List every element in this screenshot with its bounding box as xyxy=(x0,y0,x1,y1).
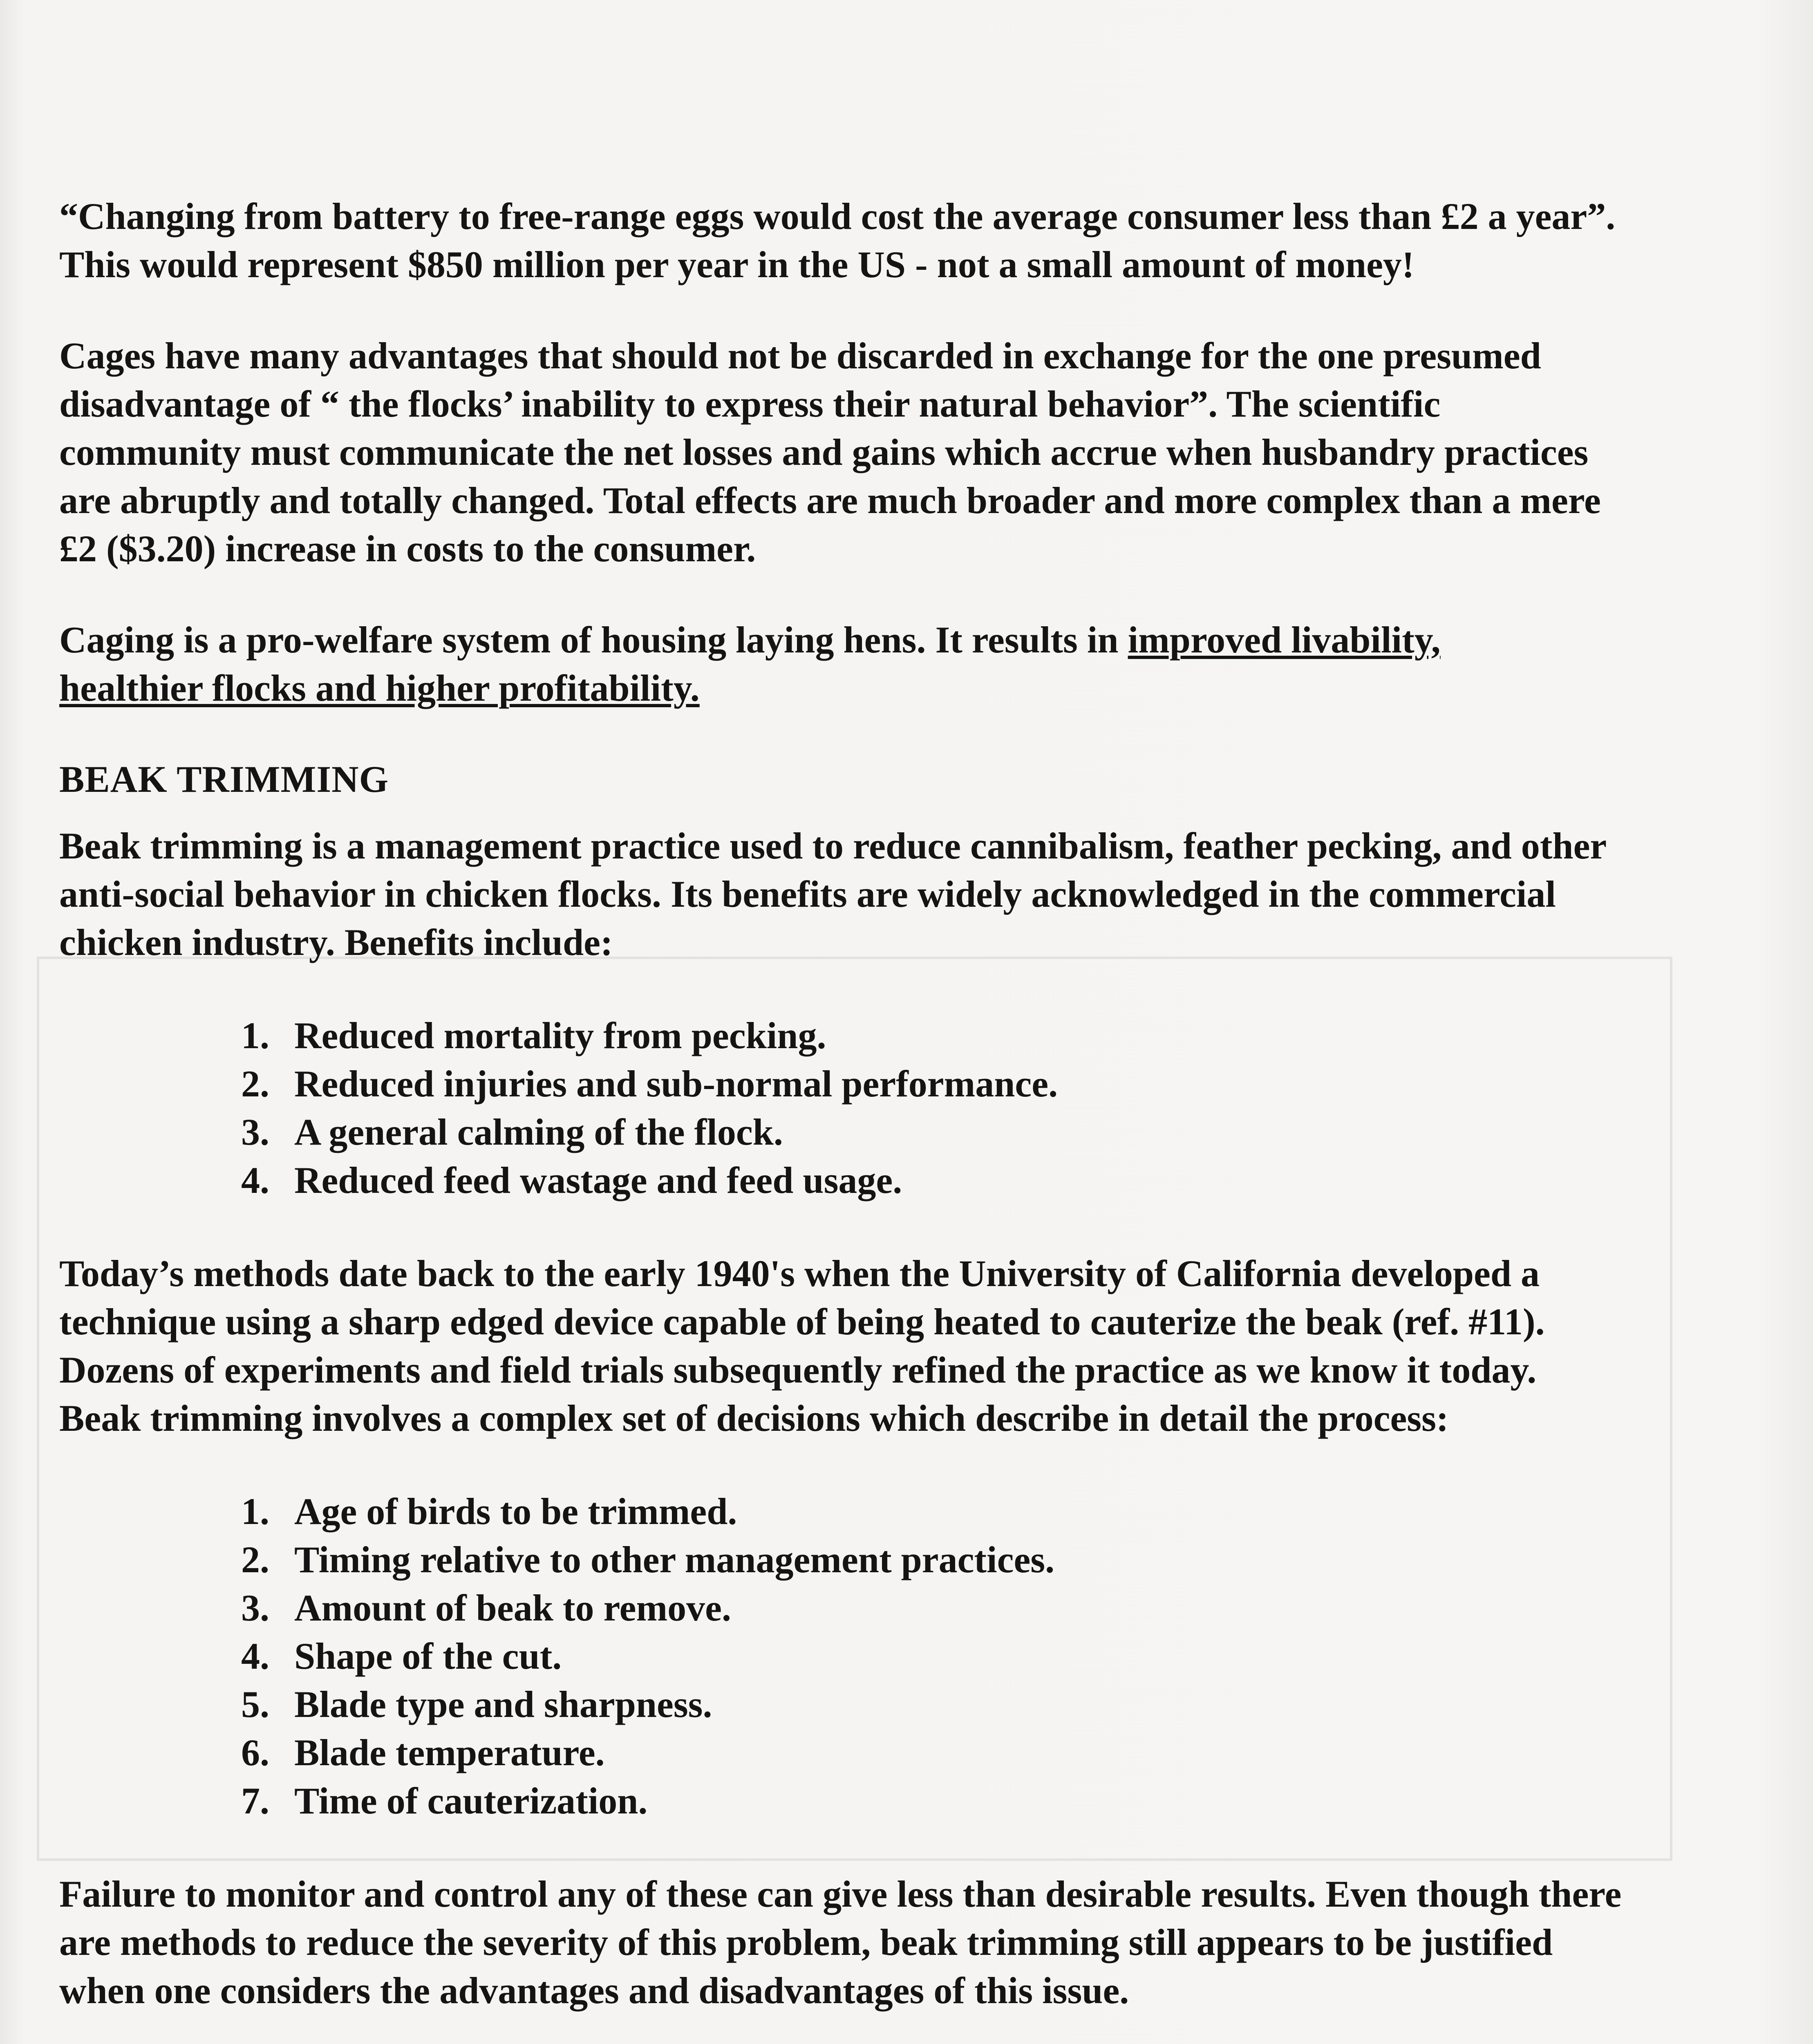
text-line: Caging is a pro-welfare system of housing laying hens. It results in xyxy=(59,619,1128,661)
text-line: £2 ($3.20) increase in costs to the consumer. xyxy=(59,528,756,569)
paragraph-caging-welfare xyxy=(59,616,1653,712)
text-line: Cages have many advantages that should not be discarded in exchange for the one presumed xyxy=(59,335,1541,377)
text-line: anti-social behavior in chicken flocks. Its benefits are widely acknowledged in the commercial xyxy=(59,873,1556,915)
text-line: when one considers the advantages and disadvantages of this issue. xyxy=(59,1970,1129,2011)
list-item: 6. Blade temperature. xyxy=(241,1732,605,1773)
text-line: Failure to monitor and control any of these can give less than desirable results. Even though there xyxy=(59,1873,1622,1915)
text-line: This would represent $850 million per year in the US - not a small amount of money! xyxy=(59,244,1415,285)
list-item: 1. Age of birds to be trimmed. xyxy=(241,1490,737,1532)
text-line: chicken industry. Benefits include: xyxy=(59,921,613,963)
text-line: community must communicate the net losses and gains which accrue when husbandry practices xyxy=(59,431,1589,473)
paragraph-cages-advantages xyxy=(59,332,1653,573)
text-line: are methods to reduce the severity of this problem, beak trimming still appears to be justified xyxy=(59,1921,1553,1963)
paragraph-beak-trimming-intro xyxy=(59,822,1653,966)
page-body xyxy=(59,192,1653,2044)
text-line: “Changing from battery to free-range eggs would cost the average consumer less than £2 a year”. xyxy=(59,195,1616,237)
decisions-list xyxy=(59,1487,1653,1825)
list-item: 2. Reduced injuries and sub-normal performance. xyxy=(241,1063,1058,1105)
list-item: 2. Timing relative to other management practices. xyxy=(241,1539,1055,1580)
list-item: 7. Time of cauterization. xyxy=(241,1780,648,1822)
list-item: 5. Blade type and sharpness. xyxy=(241,1683,712,1725)
benefits-list xyxy=(59,1011,1653,1204)
list-item: 3. Amount of beak to remove. xyxy=(241,1587,731,1629)
list-item: 4. Shape of the cut. xyxy=(241,1635,562,1677)
text-line: Beak trimming involves a complex set of decisions which describe in detail the process: xyxy=(59,1397,1449,1439)
paragraph-history xyxy=(59,1249,1653,1442)
text-line: Beak trimming is a management practice used to reduce cannibalism, feather pecking, and other xyxy=(59,825,1607,867)
section-heading: BEAK TRIMMING xyxy=(59,758,389,800)
emphasis-underlined: healthier flocks and higher profitability. xyxy=(59,667,700,709)
text-line: are abruptly and totally changed. Total effects are much broader and more complex than a mere xyxy=(59,480,1601,521)
list-item: 4. Reduced feed wastage and feed usage. xyxy=(241,1159,902,1201)
paragraph-cost xyxy=(59,192,1653,289)
text-line: Dozens of experiments and field trials subsequently refined the practice as we know it today. xyxy=(59,1349,1537,1391)
text-line: Today’s methods date back to the early 1940's when the University of California developed a xyxy=(59,1253,1540,1294)
text-line: disadvantage of “ the flocks’ inability to express their natural behavior”. The scientific xyxy=(59,383,1441,425)
list-item: 3. A general calming of the flock. xyxy=(241,1111,783,1153)
text-line: technique using a sharp edged device capable of being heated to cauterize the beak (ref. #11). xyxy=(59,1301,1545,1342)
emphasis-underlined: improved livability, xyxy=(1128,619,1441,661)
paragraph-failure xyxy=(59,1870,1653,2015)
list-item: 1. Reduced mortality from pecking. xyxy=(241,1015,826,1056)
